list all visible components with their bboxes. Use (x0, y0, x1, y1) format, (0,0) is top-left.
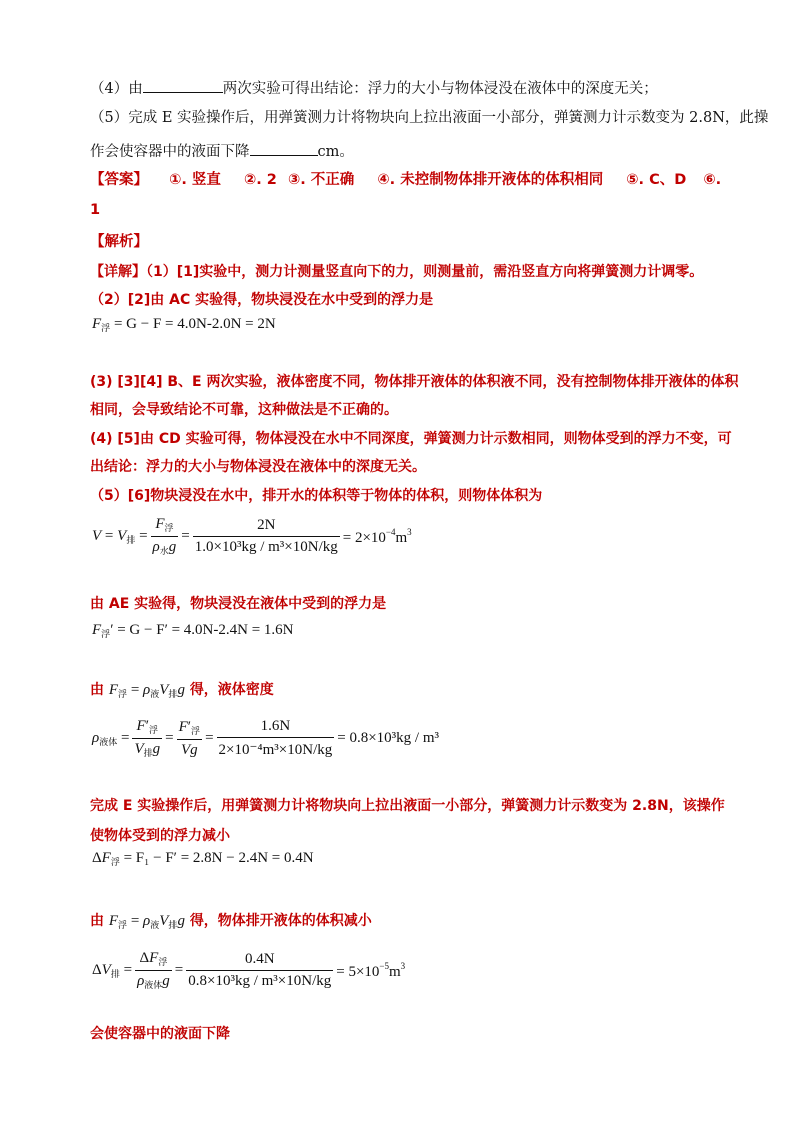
by-suffix: 得，液体密度 (189, 682, 274, 698)
detail-p4-line1: (4) [5]由 CD 实验可得，物体浸没在水中不同深度，弹簧测力计示数相同，则物体受到的浮力不变，可 (90, 431, 732, 447)
detail-final: 会使容器中的液面下降 (90, 1026, 230, 1042)
detail-p4-line2: 出结论：浮力的大小与物体浸没在液体中的深度无关。 (90, 459, 426, 475)
answer-line (90, 170, 721, 190)
formula-numerator: 0.4N (186, 951, 333, 971)
formula-exponent: −4 (385, 526, 396, 537)
question-4 (90, 78, 658, 99)
answer-last-value: 1 (90, 202, 101, 218)
detail-by1: 由 $F_浮 = \rho_液V_排g$ 得，液体密度 (90, 682, 274, 699)
answer-label: 【答案】 (90, 172, 148, 188)
answer-blank (143, 78, 223, 93)
detail-p3-line1: (3) [3][4] B、E 两次实验，液体密度不同，物体排开液体的体积液不同，没有控制物体排开液体的体积 (90, 374, 739, 390)
answer-item: ②. 2 (243, 172, 277, 188)
formula-numerator: 2N (193, 517, 340, 537)
formula-exponent: −5 (379, 960, 389, 971)
answer-item: ①. 竖直 (169, 172, 221, 188)
formula-text: = G − F′ = 4.0N-2.4N = 1.6N (117, 622, 294, 638)
formula-result: = 2×10 (342, 529, 386, 546)
formula-text: = G − F = 4.0N-2.0N = 2N (113, 316, 276, 332)
q5-prefix: 作会使容器中的液面下降 (90, 144, 250, 160)
by-suffix: 得，物体排开液体的体积减小 (189, 913, 372, 929)
answer-item: ⑥. (703, 172, 722, 188)
answer-item: ③. 不正确 (287, 172, 355, 188)
formula-denominator: 1.0×10³kg / m³×10N/kg (194, 539, 338, 555)
formula-delta-volume: $\Delta V_排$ = $\frac{\Delta F_浮}{\rho_{液体}g}$ = $\frac{0.4N}{\text{0.8×10³kg / m³×10N/kg}}$ = $5\times 10^{-5}m^3$ (92, 950, 406, 990)
formula-text: = F₁ − F′ = 2.8N − 2.4N = 0.4N (123, 850, 314, 866)
question-5-line1: （5）完成 E 实验操作后，用弹簧测力计将物块向上拉出液面一小部分，弹簧测力计示数变为 2.8N，此操 (90, 110, 769, 126)
formula-density: $\rho_{液体}$ = $\frac{F'_浮}{V_排g}$ = $\frac{F'_浮}{Vg}$ = $\frac{1.6N}{\text{2×10⁻⁴m³×10N/kg}}$ = 0.8×10³kg / m³ (92, 718, 440, 758)
q4-suffix: 两次实验可得出结论：浮力的大小与物体浸没在液体中的深度无关； (222, 81, 658, 97)
q4-prefix: （4）由 (90, 81, 143, 97)
detail-after-e-line1: 完成 E 实验操作后，用弹簧测力计将物块向上拉出液面一小部分，弹簧测力计示数变为 2.8N，该操作 (90, 798, 725, 814)
answer-item: ④. 未控制物体排开液体的体积相同 (377, 172, 604, 188)
formula-unit: m (389, 963, 401, 980)
formula-buoyancy-water: $F_浮 = G - F = 4.0N-2.0N = 2N$ (92, 316, 276, 333)
formula-volume: $V = V_排$ = $\frac{F_浮}{\rho_水g}$ = $\frac{2N}{\text{1.0×10³kg / m³×10N/kg}}$ = $2\times 10^{-4}m^3$ (92, 516, 412, 556)
formula-numerator: 1.6N (217, 718, 335, 738)
question-5-line2 (90, 141, 354, 162)
answer-item: ⑤. C、D (626, 172, 687, 188)
formula-result: = 5×10 (336, 963, 380, 980)
detail-p3-line2: 相同，会导致结论不可靠，这种做法是不正确的。 (90, 402, 398, 418)
detail-p2: （2）[2]由 AC 实验得，物块浸没在水中受到的浮力是 (90, 292, 434, 308)
formula-denominator: 0.8×10³kg / m³×10N/kg (188, 973, 332, 989)
answer-blank (250, 141, 318, 156)
formula-result: = 0.8×10³kg / m³ (337, 730, 440, 746)
formula-unit: m (395, 529, 408, 546)
detail-ae: 由 AE 实验得，物块浸没在液体中受到的浮力是 (90, 596, 387, 612)
by-prefix: 由 (90, 913, 104, 929)
detail-by2: 由 $F_浮 = \rho_液V_排g$ 得，物体排开液体的体积减小 (90, 913, 372, 930)
formula-denominator: 2×10⁻⁴m³×10N/kg (218, 742, 333, 758)
formula-buoyancy-liquid: $F_浮' = G - F' = 4.0N-2.4N = 1.6N$ (92, 622, 294, 639)
detail-after-e-line2: 使物体受到的浮力减小 (90, 828, 230, 844)
by-prefix: 由 (90, 682, 104, 698)
formula-delta-buoyancy: $\Delta F_浮 = F_1 - F' = 2.8N - 2.4N = 0.4N$ (92, 850, 314, 867)
analysis-label: 【解析】 (90, 234, 148, 250)
detail-p5: （5）[6]物块浸没在水中，排开水的体积等于物体的体积，则物体体积为 (90, 488, 543, 504)
detail-p1: 【详解】（1）[1]实验中，测力计测量竖直向下的力，则测量前，需沿竖直方向将弹簧测力计调零。 (90, 264, 704, 280)
q5-suffix: cm。 (317, 144, 354, 160)
